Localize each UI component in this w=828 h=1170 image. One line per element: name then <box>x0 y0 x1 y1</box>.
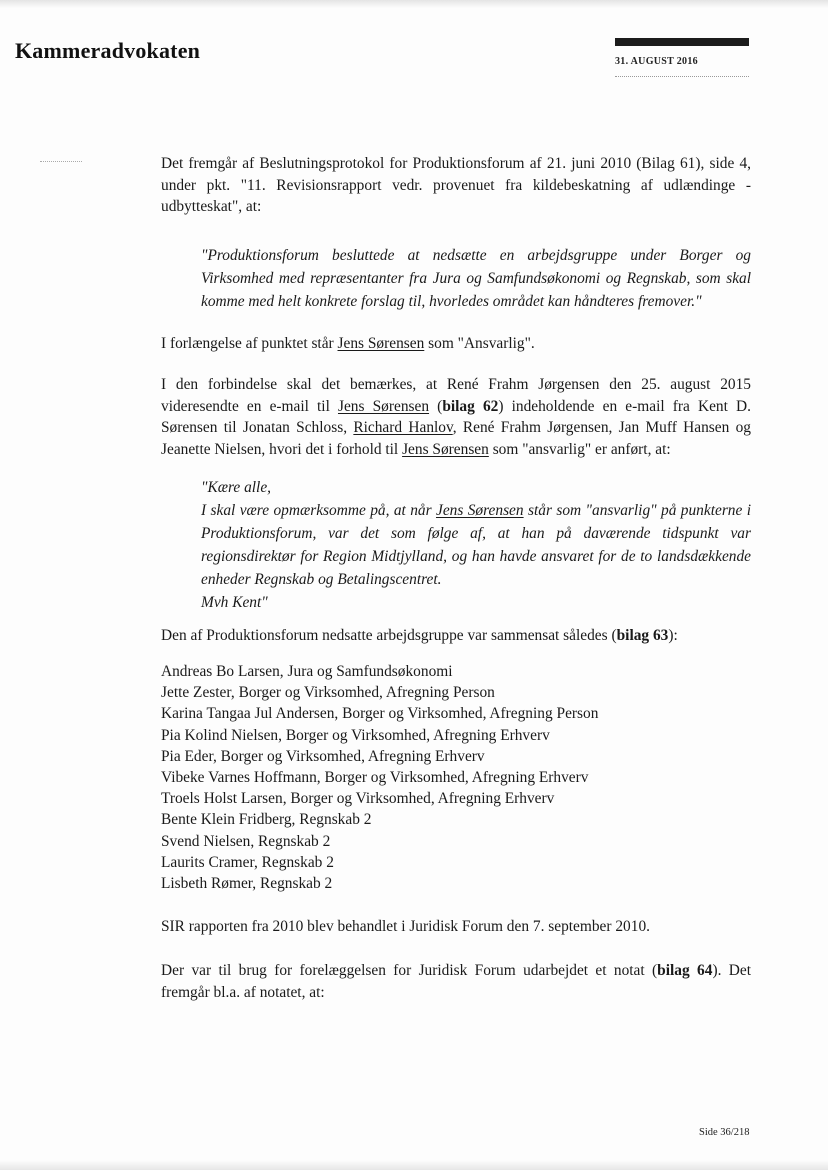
paragraph-1: Det fremgår af Beslutningsprotokol for Produktionsforum af 21. juni 2010 (Bilag 61), side 4, under pkt. "11. Revisionsrapport vedr. provenuet fra kildebeskatning af udlændinge - udbytteskat", at: <box>161 155 751 215</box>
list-item: Jette Zester, Borger og Virksomhed, Afregning Person <box>161 684 495 702</box>
list-item: Pia Eder, Borger og Virksomhed, Afregning Erhverv <box>161 747 485 765</box>
paragraph-4: Den af Produktionsforum nedsatte arbejdsgruppe var sammensat således (bilag 63): <box>161 627 678 644</box>
date-divider <box>615 76 749 77</box>
list-item: Svend Nielsen, Regnskab 2 <box>161 832 331 850</box>
scan-bottom-edge <box>0 1160 828 1170</box>
list-item: Andreas Bo Larsen, Jura og Samfundsøkonomi <box>161 663 453 680</box>
list-item: Vibeke Varnes Hoffmann, Borger og Virksomhed, Afregning Erhverv <box>161 768 589 786</box>
list-item: Lisbeth Rømer, Regnskab 2 <box>161 874 333 892</box>
list-item: Troels Holst Larsen, Borger og Virksomhed, Afregning Erhverv <box>161 790 555 808</box>
margin-divider <box>40 161 82 162</box>
document-date: 31. AUGUST 2016 <box>615 56 698 67</box>
quote-signature: Mvh Kent" <box>201 594 268 611</box>
person-name: Jens Sørensen <box>402 440 489 458</box>
bilag-ref: bilag 62 <box>442 397 499 415</box>
person-name: Jens Sørensen <box>337 335 425 352</box>
page-number: Side 36/218 <box>699 1127 750 1138</box>
bilag-ref: bilag 64 <box>657 962 713 979</box>
quote-body: I skal være opmærksomme på, at når Jens Sørensen står som "ansvarlig" på punkterne i Produktionsforum, var det som følge af, at han på daværende tidspunkt var regionsdirektør for Region Midtjylland, og han havde ansvaret for de to landsdækkende enheder Regnskab og Betalingscentret. <box>201 502 752 588</box>
quote-2 <box>201 476 751 614</box>
paragraph-6: Der var til brug for forelæggelsen for Juridisk Forum udarbejdet et notat (bilag 64). Det fremgår bl.a. af notatet, at: <box>161 962 752 1001</box>
person-name: Richard Hanlov <box>353 419 453 436</box>
bilag-ref: bilag 63 <box>616 627 669 644</box>
list-item: Laurits Cramer, Regnskab 2 <box>161 853 334 871</box>
list-item: Pia Kolind Nielsen, Borger og Virksomhed, Afregning Erhverv <box>161 726 550 744</box>
list-item: Bente Klein Fridberg, Regnskab 2 <box>161 811 372 829</box>
date-bar <box>615 38 749 46</box>
quote-greeting: "Kære alle, <box>201 479 272 496</box>
scan-top-edge <box>0 0 828 8</box>
person-name: Jens Sørensen <box>435 502 524 519</box>
paragraph-3: I den forbindelse skal det bemærkes, at René Frahm Jørgensen den 25. august 2015 videresendte en e-mail til Jens Sørensen (bilag 62) indeholdende en e-mail fra Kent D. Sørensen til Jonatan Schloss, Richard Hanlov, René Frahm Jørgensen, Jan Muff Hansen og Jeanette Nielsen, hvori det i forhold til Jens Sørensen som "ansvarlig" er anført, at: <box>161 376 752 458</box>
list-item: Karina Tangaa Jul Andersen, Borger og Virksomhed, Afregning Person <box>161 705 599 723</box>
brand-title: Kammeradvokaten <box>15 38 201 63</box>
paragraph-2: I forlængelse af punktet står Jens Sørensen som "Ansvarlig". <box>161 335 535 352</box>
person-name: Jens Sørensen <box>337 397 430 415</box>
paragraph-5: SIR rapporten fra 2010 blev behandlet i Juridisk Forum den 7. september 2010. <box>161 918 650 935</box>
quote-1: "Produktionsforum besluttede at nedsætte en arbejdsgruppe under Borger og Virksomhed med repræsentanter fra Jura og Samfundsøkonomi og Regnskab, som skal komme med helt konkrete forslag til, hvorledes området kan håndteres fremover." <box>201 247 751 310</box>
member-list <box>161 661 751 894</box>
